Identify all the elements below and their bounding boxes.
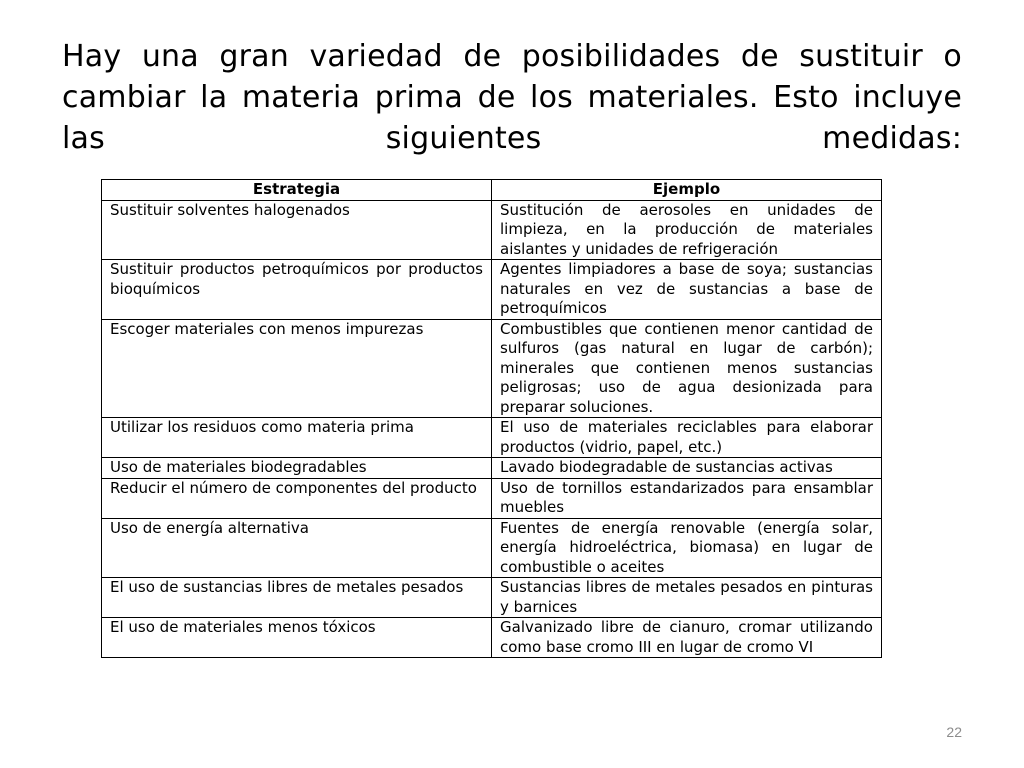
- table-row: [102, 458, 882, 479]
- table-row: [102, 200, 882, 260]
- strategy-cell: Reducir el número de componentes del producto: [102, 478, 492, 518]
- example-cell: Sustancias libres de metales pesados en pinturas y barnices: [492, 578, 882, 618]
- strategies-table: [101, 179, 882, 658]
- strategy-cell: El uso de materiales menos tóxicos: [102, 618, 492, 658]
- table-row: [102, 578, 882, 618]
- table-row: [102, 518, 882, 578]
- table-row: [102, 319, 882, 418]
- strategy-cell: El uso de sustancias libres de metales pesados: [102, 578, 492, 618]
- table-row: [102, 618, 882, 658]
- strategy-cell: Uso de materiales biodegradables: [102, 458, 492, 479]
- strategy-cell: Uso de energía alternativa: [102, 518, 492, 578]
- intro-paragraph: Hay una gran variedad de posibilidades de sustituir o cambiar la materia prima de los materiales. Esto incluye las siguientes medidas:: [62, 39, 962, 156]
- header-example: Ejemplo: [492, 180, 882, 201]
- table-row: [102, 260, 882, 320]
- example-cell: Combustibles que contienen menor cantidad de sulfuros (gas natural en lugar de carbón); minerales que contienen menos sustancias peligrosas; uso de agua desionizada para preparar soluciones.: [492, 319, 882, 418]
- table-row: [102, 478, 882, 518]
- example-cell: Agentes limpiadores a base de soya; sustancias naturales en vez de sustancias a base de petroquímicos: [492, 260, 882, 320]
- strategy-cell: Sustituir solventes halogenados: [102, 200, 492, 260]
- example-cell: Sustitución de aerosoles en unidades de limpieza, en la producción de materiales aislantes y unidades de refrigeración: [492, 200, 882, 260]
- example-cell: Lavado biodegradable de sustancias activas: [492, 458, 882, 479]
- strategy-cell: Utilizar los residuos como materia prima: [102, 418, 492, 458]
- strategy-cell: Sustituir productos petroquímicos por productos bioquímicos: [102, 260, 492, 320]
- page-number: 22: [946, 724, 962, 740]
- strategy-cell: Escoger materiales con menos impurezas: [102, 319, 492, 418]
- example-cell: Fuentes de energía renovable (energía solar, energía hidroeléctrica, biomasa) en lugar de combustible o aceites: [492, 518, 882, 578]
- table-row: [102, 418, 882, 458]
- example-cell: Uso de tornillos estandarizados para ensamblar muebles: [492, 478, 882, 518]
- example-cell: El uso de materiales reciclables para elaborar productos (vidrio, papel, etc.): [492, 418, 882, 458]
- header-strategy: Estrategia: [102, 180, 492, 201]
- example-cell: Galvanizado libre de cianuro, cromar utilizando como base cromo III en lugar de cromo VI: [492, 618, 882, 658]
- table-header-row: [102, 180, 882, 201]
